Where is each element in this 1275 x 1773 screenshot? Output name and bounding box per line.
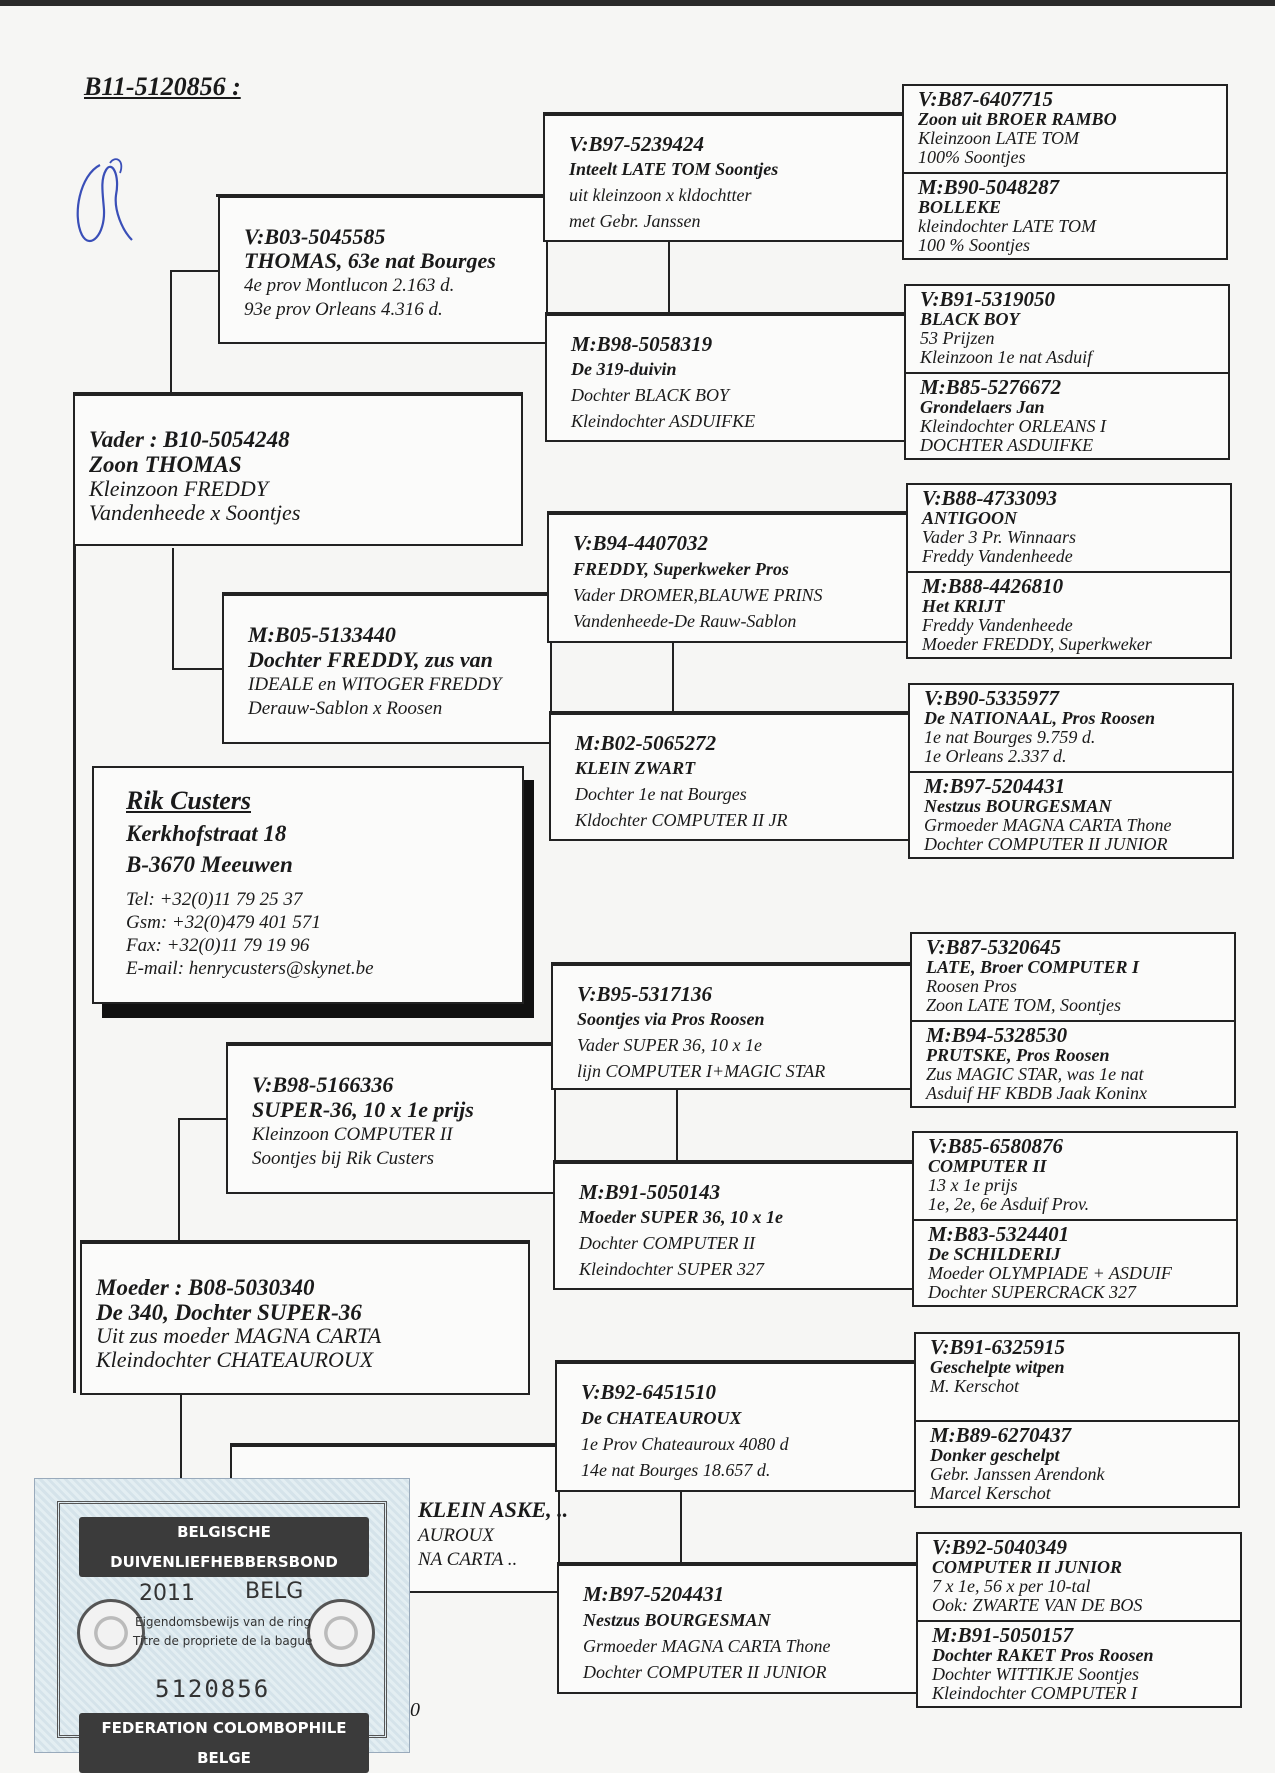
gggp-5-line3: Freddy Vandenheede	[922, 546, 1073, 566]
gggp-4-line2: Kleindochter ORLEANS I	[920, 416, 1106, 436]
gggp-9-line3: Zoon LATE TOM, Soontjes	[926, 995, 1122, 1015]
gggp-divider	[904, 172, 1226, 174]
gggp-divider	[918, 1620, 1240, 1622]
gggp-pair-box-5	[910, 932, 1236, 1108]
gggp-6-line1: Het KRIJT	[922, 596, 1005, 616]
ggp-1-line3: met Gebr. Janssen	[569, 211, 701, 231]
owner-city: B-3670 Meeuwen	[126, 852, 293, 877]
gggp-11-line1: COMPUTER II	[928, 1156, 1047, 1176]
ggp-box-7	[555, 1360, 917, 1492]
owner-fax: Fax: +32(0)11 79 19 96	[126, 935, 310, 956]
grandparent-2-line1: Dochter FREDDY, zus van	[248, 647, 493, 672]
gggp-5-line2: Vader 3 Pr. Winnaars	[922, 527, 1077, 547]
vader-box	[73, 392, 523, 546]
gggp-14-id: M:B89-6270437	[930, 1423, 1072, 1447]
gggp-9-line1: LATE, Broer COMPUTER I	[926, 957, 1140, 977]
moeder-line2: Uit zus moeder MAGNA CARTA	[96, 1323, 382, 1348]
ggp-2-line3: Kleindochter ASDUIFKE	[571, 411, 756, 431]
stamp-ring-number: 5120856	[155, 1675, 271, 1703]
ggp-6-id: M:B91-5050143	[579, 1180, 721, 1204]
stamp-footer: FEDERATION COLOMBOPHILE BELGE	[79, 1713, 369, 1773]
gggp-1-line3: 100% Soontjes	[918, 147, 1026, 167]
ggp-8-line1: Nestzus BOURGESMAN	[583, 1610, 771, 1630]
gggp-15-line1: COMPUTER II JUNIOR	[932, 1557, 1123, 1577]
gggp-divider	[908, 571, 1230, 573]
grandparent-box-3	[226, 1042, 556, 1194]
stamp-partial-text: 0	[410, 1699, 420, 1721]
gggp-13-line1: Geschelpte witpen	[930, 1357, 1065, 1377]
gggp-12-line1: De SCHILDERIJ	[928, 1244, 1061, 1264]
gggp-10-id: M:B94-5328530	[926, 1023, 1068, 1047]
ggp-3-line1: FREDDY, Superkweker Pros	[573, 559, 789, 579]
gggp-pair-box-8	[916, 1532, 1242, 1708]
gggp-3-line3: Kleinzoon 1e nat Asduif	[920, 347, 1093, 367]
ggp-7-line3: 14e nat Bourges 18.657 d.	[581, 1460, 771, 1480]
ggp-2-line1: De 319-duivin	[571, 359, 677, 379]
gggp-pair-box-4	[908, 683, 1234, 859]
stamp-left-seal-icon	[77, 1599, 145, 1667]
gggp-10-line2: Zus MAGIC STAR, was 1e nat	[926, 1064, 1144, 1084]
ggp-box-8	[557, 1562, 919, 1694]
gggp-16-id: M:B91-5050157	[932, 1623, 1074, 1647]
owner-box	[92, 766, 524, 1004]
ggp-3-line2: Vader DROMER,BLAUWE PRINS	[573, 585, 823, 605]
grandparent-1-line1: THOMAS, 63e nat Bourges	[244, 248, 496, 273]
moeder-line1: De 340, Dochter SUPER-36	[96, 1300, 362, 1325]
stamp-right-seal-icon	[307, 1599, 375, 1667]
gggp-10-line1: PRUTSKE, Pros Roosen	[926, 1045, 1110, 1065]
gggp-8-line3: Dochter COMPUTER II JUNIOR	[924, 834, 1168, 854]
gggp-3-line2: 53 Prijzen	[920, 328, 995, 348]
ggp-8-line2: Grmoeder MAGNA CARTA Thone	[583, 1636, 831, 1656]
ggp-7-line2: 1e Prov Chateauroux 4080 d	[581, 1434, 789, 1454]
ggp-8-line3: Dochter COMPUTER II JUNIOR	[583, 1662, 827, 1682]
gggp-16-line3: Kleindochter COMPUTER I	[932, 1683, 1137, 1703]
gggp-pair-box-3	[906, 483, 1232, 659]
ggp-6-line3: Kleindochter SUPER 327	[579, 1259, 764, 1279]
ggp-7-line1: De CHATEAUROUX	[581, 1408, 742, 1428]
gggp-1-line2: Kleinzoon LATE TOM	[918, 128, 1080, 148]
stamp-country: BELG	[245, 1579, 304, 1604]
grandparent-1-line2: 4e prov Montlucon 2.163 d.	[244, 275, 455, 296]
grandparent-3-line2: Kleinzoon COMPUTER II	[252, 1124, 453, 1145]
gggp-12-line3: Dochter SUPERCRACK 327	[928, 1282, 1136, 1302]
ggp-3-line3: Vandenheede-De Rauw-Sablon	[573, 611, 797, 631]
gggp-9-line2: Roosen Pros	[926, 976, 1017, 996]
owner-name: Rik Custers	[126, 786, 251, 815]
gggp-5-id: V:B88-4733093	[922, 486, 1057, 510]
gggp-2-line2: kleindochter LATE TOM	[918, 216, 1096, 236]
grandparent-1-id: V:B03-5045585	[244, 224, 386, 249]
ggp-box-3	[547, 511, 909, 643]
gggp-2-line3: 100 % Soontjes	[918, 235, 1030, 255]
gggp-9-id: V:B87-5320645	[926, 935, 1061, 959]
gggp-16-line2: Dochter WITTIKJE Soontjes	[932, 1664, 1139, 1684]
gggp-3-line1: BLACK BOY	[920, 309, 1020, 329]
ggp-box-4	[549, 711, 911, 841]
grandparent-4-line1: KLEIN ASKE, ..	[418, 1497, 569, 1522]
ggp-4-line3: Kldochter COMPUTER II JR	[575, 810, 788, 830]
gggp-16-line1: Dochter RAKET Pros Roosen	[932, 1645, 1154, 1665]
owner-tel: Tel: +32(0)11 79 25 37	[126, 889, 303, 910]
ggp-5-line3: lijn COMPUTER I+MAGIC STAR	[577, 1061, 826, 1081]
gggp-14-line3: Marcel Kerschot	[930, 1483, 1051, 1503]
ggp-1-line1: Inteelt LATE TOM Soontjes	[569, 159, 779, 179]
gggp-divider	[916, 1420, 1238, 1422]
pedigree-title: B11-5120856 :	[84, 72, 241, 101]
ggp-5-line2: Vader SUPER 36, 10 x 1e	[577, 1035, 762, 1055]
gggp-pair-box-6	[912, 1131, 1238, 1307]
gggp-4-id: M:B85-5276672	[920, 375, 1062, 399]
ggp-7-id: V:B92-6451510	[581, 1380, 716, 1404]
ggp-5-line1: Soontjes via Pros Roosen	[577, 1009, 765, 1029]
ggp-box-2	[545, 312, 907, 442]
gggp-pair-box-2	[904, 284, 1230, 460]
stamp-line2: Titre de propriete de la bague	[133, 1634, 313, 1648]
gggp-13-id: V:B91-6325915	[930, 1335, 1065, 1359]
gggp-6-line3: Moeder FREDDY, Superkweker	[922, 634, 1152, 654]
page-top-edge	[0, 0, 1275, 6]
stamp-header: BELGISCHE DUIVENLIEFHEBBERSBOND	[79, 1517, 369, 1577]
ggp-4-id: M:B02-5065272	[575, 731, 717, 755]
moeder-box	[80, 1240, 530, 1395]
gggp-13-line2: M. Kerschot	[930, 1376, 1019, 1396]
grandparent-box-1	[218, 194, 548, 344]
grandparent-2-line3: Derauw-Sablon x Roosen	[248, 698, 443, 719]
gggp-1-id: V:B87-6407715	[918, 87, 1053, 111]
gggp-11-id: V:B85-6580876	[928, 1134, 1063, 1158]
gggp-4-line1: Grondelaers Jan	[920, 397, 1045, 417]
gggp-4-line3: DOCHTER ASDUIFKE	[920, 435, 1094, 455]
gggp-7-line2: 1e nat Bourges 9.759 d.	[924, 727, 1096, 747]
gggp-11-line2: 13 x 1e prijs	[928, 1175, 1018, 1195]
gggp-8-id: M:B97-5204431	[924, 774, 1066, 798]
ggp-2-id: M:B98-5058319	[571, 332, 713, 356]
ggp-box-5	[551, 962, 913, 1090]
vader-line1: Zoon THOMAS	[89, 452, 242, 477]
gggp-8-line1: Nestzus BOURGESMAN	[924, 796, 1112, 816]
owner-email: E-mail: henrycusters@skynet.be	[126, 958, 374, 979]
grandparent-4-line3: NA CARTA ..	[418, 1549, 518, 1570]
ggp-4-line2: Dochter 1e nat Bourges	[575, 784, 747, 804]
grandparent-3-line3: Soontjes bij Rik Custers	[252, 1148, 435, 1169]
gggp-10-line3: Asduif HF KBDB Jaak Koninx	[926, 1083, 1147, 1103]
gggp-7-line3: 1e Orleans 2.337 d.	[924, 746, 1067, 766]
stamp-year: 2011	[139, 1581, 195, 1606]
ring-certificate-stamp	[34, 1478, 410, 1767]
gggp-divider	[906, 372, 1228, 374]
gggp-15-id: V:B92-5040349	[932, 1535, 1067, 1559]
gggp-11-line3: 1e, 2e, 6e Asduif Prov.	[928, 1194, 1090, 1214]
gggp-15-line2: 7 x 1e, 56 x per 10-tal	[932, 1576, 1091, 1596]
ggp-8-id: M:B97-5204431	[583, 1582, 725, 1606]
vader-line2: Kleinzoon FREDDY	[89, 476, 269, 501]
gggp-12-id: M:B83-5324401	[928, 1222, 1070, 1246]
moeder-line3: Kleindochter CHATEAUROUX	[96, 1347, 374, 1372]
ggp-4-line1: KLEIN ZWART	[575, 758, 696, 778]
gggp-pair-box-1	[902, 84, 1228, 260]
gggp-14-line2: Gebr. Janssen Arendonk	[930, 1464, 1105, 1484]
gggp-pair-box-7	[914, 1332, 1240, 1508]
gggp-2-line1: BOLLEKE	[918, 197, 1002, 217]
gggp-15-line3: Ook: ZWARTE VAN DE BOS	[932, 1595, 1143, 1615]
signature-initials	[70, 155, 140, 255]
grandparent-3-id: V:B98-5166336	[252, 1072, 394, 1097]
grandparent-2-line2: IDEALE en WITOGER FREDDY	[248, 674, 502, 695]
grandparent-2-id: M:B05-5133440	[248, 622, 396, 647]
grandparent-4-line2: AUROUX	[418, 1525, 494, 1546]
ggp-5-id: V:B95-5317136	[577, 982, 712, 1006]
vader-line3: Vandenheede x Soontjes	[89, 500, 301, 525]
ggp-box-1	[543, 112, 905, 242]
gggp-divider	[910, 771, 1232, 773]
gggp-7-line1: De NATIONAAL, Pros Roosen	[924, 708, 1156, 728]
ggp-6-line1: Moeder SUPER 36, 10 x 1e	[579, 1207, 783, 1227]
gggp-3-id: V:B91-5319050	[920, 287, 1055, 311]
gggp-1-line1: Zoon uit BROER RAMBO	[918, 109, 1117, 129]
ggp-2-line2: Dochter BLACK BOY	[571, 385, 730, 405]
owner-gsm: Gsm: +32(0)479 401 571	[126, 912, 321, 933]
gggp-divider	[912, 1020, 1234, 1022]
grandparent-3-line1: SUPER-36, 10 x 1e prijs	[252, 1097, 474, 1122]
ggp-1-id: V:B97-5239424	[569, 132, 704, 156]
ggp-6-line2: Dochter COMPUTER II	[579, 1233, 755, 1253]
gggp-12-line2: Moeder OLYMPIADE + ASDUIF	[928, 1263, 1172, 1283]
gggp-2-id: M:B90-5048287	[918, 175, 1060, 199]
ggp-3-id: V:B94-4407032	[573, 531, 708, 555]
gggp-7-id: V:B90-5335977	[924, 686, 1059, 710]
gggp-6-id: M:B88-4426810	[922, 574, 1064, 598]
gggp-8-line2: Grmoeder MAGNA CARTA Thone	[924, 815, 1172, 835]
owner-street: Kerkhofstraat 18	[126, 821, 287, 846]
grandparent-box-2	[222, 592, 552, 744]
vader-id: Vader : B10-5054248	[89, 427, 290, 452]
gggp-14-line1: Donker geschelpt	[930, 1445, 1060, 1465]
gggp-6-line2: Freddy Vandenheede	[922, 615, 1073, 635]
ggp-1-line2: uit kleinzoon x kldochtter	[569, 185, 752, 205]
stamp-line1: Eigendomsbewijs van de ring	[135, 1615, 312, 1629]
gggp-divider	[914, 1219, 1236, 1221]
gggp-5-line1: ANTIGOON	[922, 508, 1018, 528]
ggp-box-6	[553, 1160, 915, 1290]
moeder-id: Moeder : B08-5030340	[96, 1275, 315, 1300]
grandparent-1-line3: 93e prov Orleans 4.316 d.	[244, 299, 443, 320]
